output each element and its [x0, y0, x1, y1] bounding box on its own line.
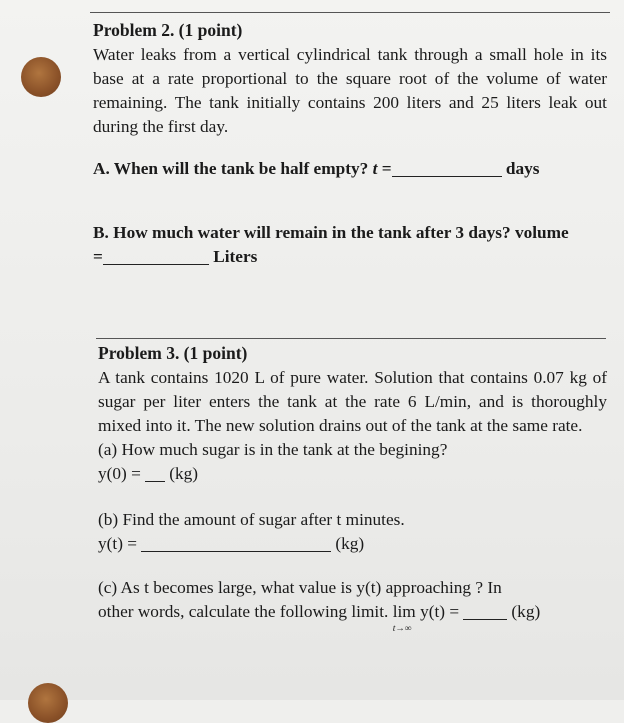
- part-a-unit: (kg): [169, 464, 198, 483]
- part-b-answer-blank[interactable]: [103, 246, 209, 265]
- problem-3-part-b-question: (b) Find the amount of sugar after t minutes.: [98, 510, 405, 529]
- part-b-question: B. How much water will remain in the tank after 3 days? volume: [93, 223, 569, 242]
- problem-2-part-a: [93, 157, 607, 181]
- problem-2-points: (1 point): [178, 20, 243, 40]
- divider: [96, 338, 606, 339]
- binder-hole: [21, 57, 61, 97]
- problem-2-body: Water leaks from a vertical cylindrical tank through a small hole in its base at a rate proportional to the square root of the volume of water remaining. The tank initially contains 200 liters and 25 liters leak out during the first day.: [93, 45, 607, 136]
- part-a-variable: t: [372, 159, 378, 178]
- problem-3-part-b-answer: [98, 532, 607, 556]
- part-c-unit: (kg): [511, 602, 541, 621]
- part-a-expression: y(0) =: [98, 464, 141, 483]
- problem-2-title: Problem 2.: [93, 20, 175, 40]
- part-a-answer-blank[interactable]: [145, 463, 165, 482]
- part-c-expression: y(t) =: [420, 602, 460, 621]
- problem-3-part-a-answer: [98, 462, 607, 486]
- limit-operator: [392, 600, 416, 634]
- problem-2-part-b: [93, 221, 607, 269]
- problem-3-part-a-question: (a) How much sugar is in the tank at the begining?: [98, 440, 448, 459]
- problem-2-heading: [93, 18, 607, 43]
- problem-3-part-c-line-2: [98, 600, 607, 634]
- part-b-expression: y(t) =: [98, 534, 138, 553]
- part-b-unit: Liters: [213, 247, 258, 266]
- problem-3-points: (1 point): [183, 343, 248, 363]
- part-a-equals: =: [381, 159, 392, 178]
- part-b-equals: =: [93, 247, 103, 266]
- limit-symbol: lim: [392, 602, 416, 621]
- part-a-unit: days: [505, 159, 540, 178]
- divider: [90, 12, 610, 13]
- problem-3-part-c-line-1: (c) As t becomes large, what value is y(t) approaching ? In: [98, 578, 502, 597]
- limit-subscript: t→∞: [392, 624, 412, 634]
- problem-3-body: A tank contains 1020 L of pure water. Solution that contains 0.07 kg of sugar per liter enters the tank at the rate 6 L/min, and is thoroughly mixed into it. The new solution drains out of the tank at the same rate.: [98, 368, 607, 435]
- part-a-question: A. When will the tank be half empty?: [93, 159, 369, 178]
- part-a-answer-blank[interactable]: [392, 158, 502, 177]
- problem-2: [93, 18, 607, 269]
- part-c-answer-blank[interactable]: [463, 601, 507, 620]
- part-c-instruction: other words, calculate the following limit.: [98, 602, 389, 621]
- part-b-answer-blank[interactable]: [141, 533, 331, 552]
- problem-3-title: Problem 3.: [98, 343, 180, 363]
- problem-3-heading: [98, 341, 607, 366]
- problem-3: [98, 341, 607, 634]
- binder-hole: [28, 683, 68, 723]
- part-b-unit: (kg): [335, 534, 365, 553]
